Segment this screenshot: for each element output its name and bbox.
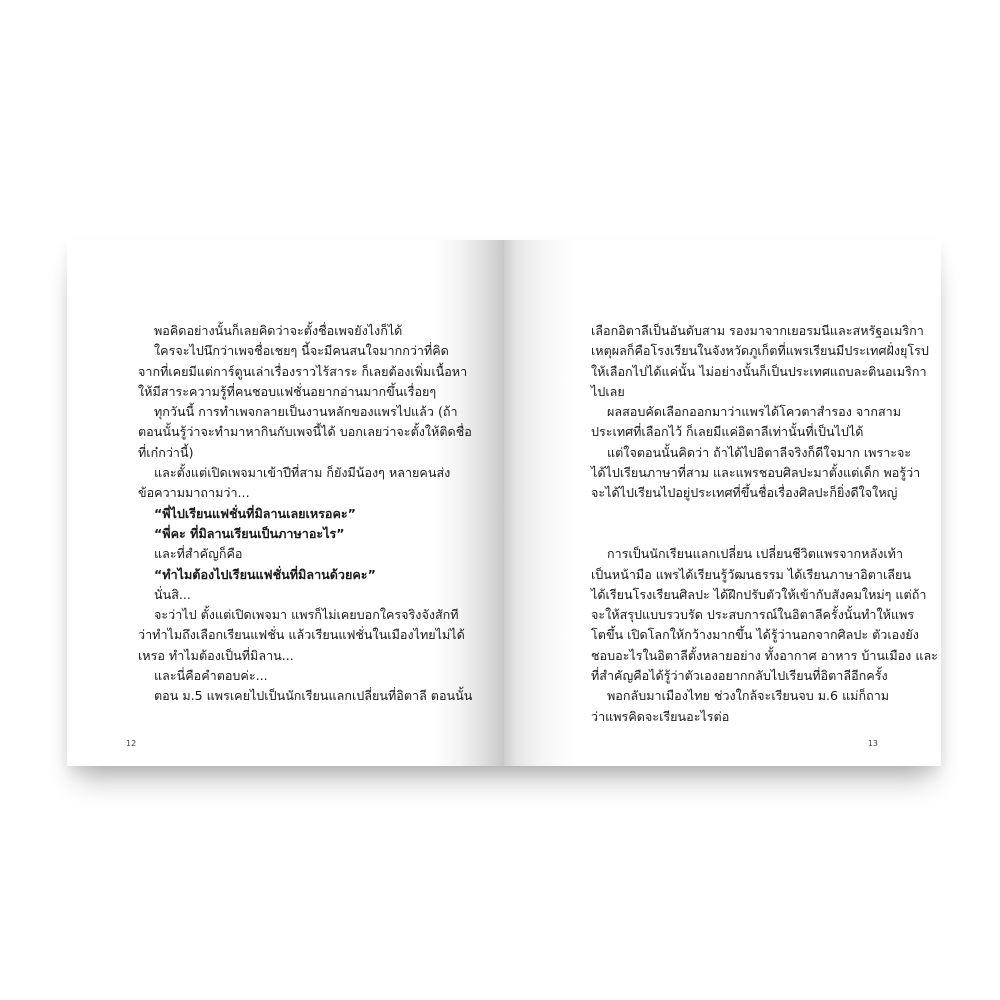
text-line: ให้มีสาระความรู้ที่คนชอบแฟชั่นอยากอ่านมากขึ้นเรื่อยๆ bbox=[138, 383, 437, 399]
text-line: ที่สำคัญคือได้รู้ว่าตัวเองอยากกลับไปเรียนที่อิตาลีอีกครั้ง bbox=[591, 668, 888, 684]
text-line: และตั้งแต่เปิดเพจมาเข้าปีที่สาม ก็ยังมีน้องๆ หลายคนส่ง bbox=[154, 465, 451, 481]
text-line: จะว่าไป ตั้งแต่เปิดเพจมา แพรก็ไม่เคยบอกใครจริงจังสักที bbox=[154, 607, 459, 623]
text-line: จะได้ไปเรียนไปอยู่ประเทศที่ขึ้นชื่อเรื่องศิลปะก็ยิ่งดีใจใหญ่ bbox=[591, 485, 898, 501]
right-page-text bbox=[591, 321, 941, 727]
text-line: จากที่เคยมีแต่การ์ตูนเล่าเรื่องราวไร้สาระ ก็เลยต้องเพิ่มเนื้อหา bbox=[138, 363, 468, 379]
left-page bbox=[67, 240, 504, 766]
text-line: ได้ไปเรียนภาษาที่สาม และแพรชอบศิลปะมาตั้งแต่เด็ก พอรู้ว่า bbox=[591, 465, 921, 481]
blank-line bbox=[591, 504, 941, 524]
text-line: เป็นหน้ามือ แพรได้เรียนรู้วัฒนธรรม ได้เรียนภาษาอิตาเลียน bbox=[591, 566, 911, 582]
text-line: ที่เก๋กว่านี้) bbox=[138, 444, 194, 460]
text-line: ผลสอบคัดเลือกออกมาว่าแพรได้โควตาสำรอง จากสาม bbox=[607, 404, 902, 420]
text-line: “พี่คะ ที่มิลานเรียนเป็นภาษาอะไร” bbox=[154, 525, 345, 541]
text-line: นั่นสิ... bbox=[154, 586, 191, 602]
text-line: ข้อความมาถามว่า... bbox=[138, 485, 250, 501]
text-line: โตขึ้น เปิดโลกให้กว้างมากขึ้น ได้รู้ว่านอกจากศิลปะ ตัวเองยัง bbox=[591, 627, 919, 643]
text-line: ให้เลือกไปได้แค่นั้น ไม่อย่างนั้นก็เป็นประเทศแถบละตินอเมริกา bbox=[591, 363, 927, 379]
open-book bbox=[67, 240, 941, 766]
text-line: ได้เรียนโรงเรียนศิลปะ ได้ฝึกปรับตัวให้เข้ากับสังคมใหม่ๆ แต่ถ้า bbox=[591, 586, 927, 602]
text-line: เลือกอิตาลีเป็นอันดับสาม รองมาจากเยอรมนีและสหรัฐอเมริกา bbox=[591, 323, 924, 338]
text-line: ทุกวันนี้ การทำเพจกลายเป็นงานหลักของแพรไปแล้ว (ถ้า bbox=[154, 404, 458, 420]
text-line: การเป็นนักเรียนแลกเปลี่ยน เปลี่ยนชีวิตแพรจากหลังเท้า bbox=[607, 546, 904, 562]
text-line: และที่สำคัญก็คือ bbox=[154, 546, 243, 562]
blank-line bbox=[591, 524, 941, 544]
text-line: พอกลับมาเมืองไทย ช่วงใกล้จะเรียนจบ ม.6 แม่ก็ถาม bbox=[607, 688, 890, 704]
text-line: พอคิดอย่างนั้นก็เลยคิดว่าจะตั้งชื่อเพจยังไงก็ได้ bbox=[154, 323, 403, 338]
text-line: “พี่ไปเรียนแฟชั่นที่มิลานเลยเหรอคะ” bbox=[154, 505, 356, 521]
text-line: ใครจะไปนึกว่าเพจชื่อเชยๆ นี้จะมีคนสนใจมากกว่าที่คิด bbox=[154, 343, 449, 359]
text-line: ตอน ม.5 แพรเคยไปเป็นนักเรียนแลกเปลี่ยนที่อิตาลี ตอนนั้น bbox=[154, 688, 473, 704]
right-page bbox=[504, 240, 941, 766]
text-line: เหตุผลก็คือโรงเรียนในจังหวัดภูเก็ตที่แพรเรียนมีประเทศฝั่งยุโรป bbox=[591, 343, 929, 359]
text-line: ประเทศที่เลือกไว้ ก็เลยมีแค่อิตาลีเท่านั้นที่เป็นไปได้ bbox=[591, 424, 864, 440]
left-page-text bbox=[138, 321, 490, 707]
text-line: ไปเลย bbox=[591, 383, 625, 399]
right-page-number: 13 bbox=[867, 739, 878, 748]
text-line: เหรอ ทำไมต้องเป็นที่มิลาน... bbox=[138, 647, 294, 663]
text-line: แต่ใจตอนนั้นคิดว่า ถ้าได้ไปอิตาลีจริงก็ดีใจมาก เพราะจะ bbox=[607, 444, 912, 460]
text-line: ว่าแพรคิดจะเรียนอะไรต่อ bbox=[591, 708, 730, 724]
text-line: จะให้สรุปแบบรวบรัด ประสบการณ์ในอิตาลีครั้งนั้นทำให้แพร bbox=[591, 607, 915, 623]
text-line: และนี่คือคำตอบค่ะ... bbox=[154, 668, 268, 684]
text-line: “ทำไมต้องไปเรียนแฟชั่นที่มิลานด้วยคะ” bbox=[154, 566, 376, 582]
text-line: ชอบอะไรในอิตาลีตั้งหลายอย่าง ทั้งอากาศ อาหาร บ้านเมือง และ bbox=[591, 647, 938, 663]
text-line: ว่าทำไมถึงเลือกเรียนแฟชั่น แล้วเรียนแฟชั่นในเมืองไทยไม่ได้ bbox=[138, 627, 465, 643]
text-line: ตอนนั้นรู้ว่าจะทำมาหากินกับเพจนี้ได้ บอกเลยว่าจะตั้งให้ติดชื่อ bbox=[138, 424, 472, 440]
left-page-number: 12 bbox=[126, 739, 137, 748]
